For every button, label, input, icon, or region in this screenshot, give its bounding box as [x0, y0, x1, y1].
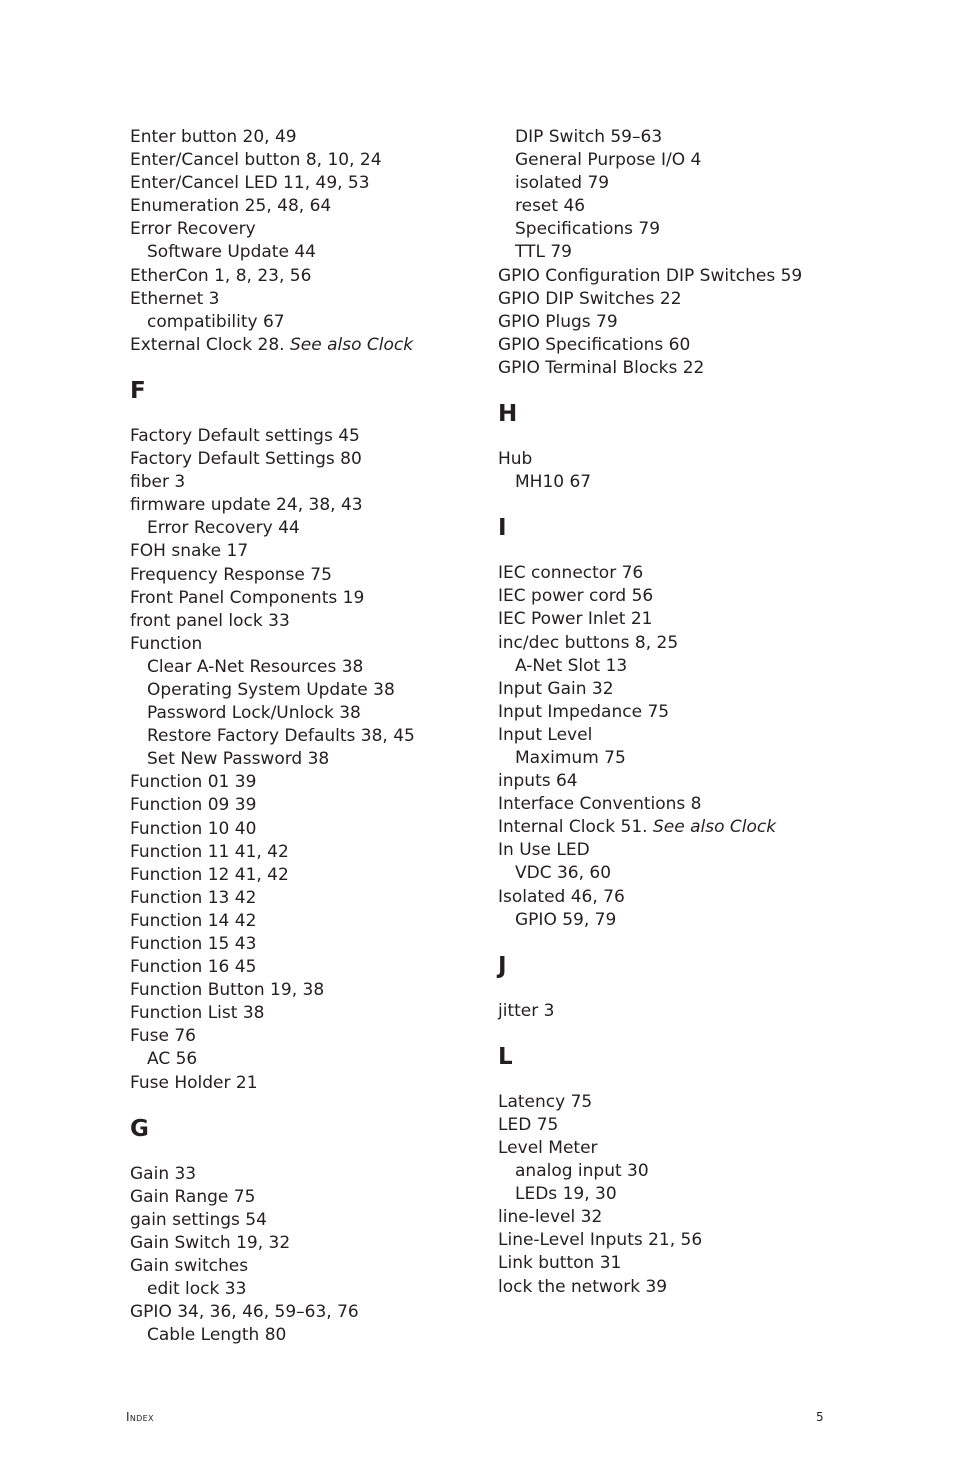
index-entry-text: fiber 3 [130, 472, 186, 493]
index-entry-text: Function 15 43 [130, 934, 257, 954]
index-subentry [498, 126, 918, 149]
index-entry-text: IEC power cord 56 [498, 586, 654, 607]
index-entry [130, 864, 480, 887]
index-subentry [130, 1278, 480, 1301]
index-entry-text: IEC Power Inlet 21 [498, 609, 653, 630]
index-subentry [130, 679, 480, 702]
page-number: 5 [816, 1410, 824, 1424]
index-entry-text: lock the network 39 [498, 1276, 668, 1297]
index-entry-text: Function 09 39 [130, 795, 257, 816]
index-entry-text: Enter button 20, 49 [130, 127, 297, 147]
index-entry [498, 701, 918, 724]
index-entry-text: edit lock 33 [147, 1279, 247, 1300]
index-entry-text: Enter/Cancel LED 11, 49, 53 [130, 173, 370, 194]
index-entry [130, 933, 480, 956]
index-entry-text: GPIO Plugs 79 [498, 311, 618, 332]
index-entry [498, 1000, 918, 1023]
index-entry-text: isolated 79 [515, 173, 610, 194]
index-entry [130, 471, 480, 494]
index-entry-text: Input Impedance 75 [498, 701, 670, 722]
index-entry-text: Input Gain 32 [498, 678, 614, 699]
footer-section-label: Index [126, 1410, 154, 1424]
index-entry [130, 587, 480, 610]
index-entry [130, 1209, 480, 1232]
index-entry [498, 311, 918, 334]
index-entry [498, 608, 918, 631]
index-entry [130, 956, 480, 979]
index-entry-text: Factory Default Settings 80 [130, 449, 362, 470]
index-entry-text: Fuse Holder 21 [130, 1072, 258, 1093]
index-subentry [498, 1160, 918, 1183]
index-entry [498, 1114, 918, 1137]
index-entry [498, 1252, 918, 1275]
index-entry-text: FOH snake 17 [130, 541, 249, 562]
index-entry-text: compatibility 67 [147, 311, 285, 332]
index-entry-text: front panel lock 33 [130, 610, 290, 631]
index-entry [130, 1025, 480, 1048]
index-subentry [130, 656, 480, 679]
index-subentry [130, 241, 480, 264]
index-entry-text: Set New Password 38 [147, 749, 330, 770]
index-entry [498, 678, 918, 701]
index-entry-text: Function 12 41, 42 [130, 864, 289, 885]
index-subentry [498, 747, 918, 770]
index-entry [498, 886, 918, 909]
index-entry-text: Function 14 42 [130, 910, 257, 931]
index-subentry [130, 517, 480, 540]
see-also-reference: See also Clock [652, 817, 777, 838]
index-entry-text: reset 46 [515, 196, 586, 217]
index-entry-text: Function Button 19, 38 [130, 980, 325, 1001]
index-subentry [130, 1324, 480, 1347]
index-entry-text: Frequency Response 75 [130, 564, 332, 585]
index-entry-text: IEC connector 76 [498, 563, 644, 584]
index-entry-text: Gain 33 [130, 1163, 197, 1184]
index-entry [130, 1301, 480, 1324]
index-entry [130, 288, 480, 311]
index-entry-text: line-level 32 [498, 1207, 603, 1228]
index-entry-text: GPIO Specifications 60 [498, 334, 691, 355]
index-entry-text: GPIO 34, 36, 46, 59–63, 76 [130, 1302, 359, 1323]
index-entry [498, 357, 918, 380]
index-entry [130, 425, 480, 448]
index-subentry [130, 725, 480, 748]
index-entry [130, 1255, 480, 1278]
index-entry-text: DIP Switch 59–63 [515, 127, 663, 147]
index-entry-text: LEDs 19, 30 [515, 1184, 617, 1205]
index-letter-heading: G [130, 1115, 149, 1142]
index-subentry [498, 218, 918, 241]
index-letter-heading: F [130, 377, 146, 404]
index-entry-text: Restore Factory Defaults 38, 45 [147, 726, 415, 747]
index-entry-text: Ethernet 3 [130, 288, 220, 309]
index-subentry [130, 1048, 480, 1071]
index-entry [498, 562, 918, 585]
index-entry [498, 585, 918, 608]
index-entry-text: Front Panel Components 19 [130, 587, 365, 608]
index-entry [130, 494, 480, 517]
index-entry-text: inputs 64 [498, 771, 578, 792]
index-subentry [498, 471, 918, 494]
index-subentry [498, 172, 918, 195]
index-entry-text: inc/dec buttons 8, 25 [498, 632, 679, 653]
index-entry-text: Function 16 45 [130, 957, 257, 978]
index-entry-text: Internal Clock 51. [498, 817, 653, 838]
index-entry [130, 1072, 480, 1095]
index-letter-heading: I [498, 515, 507, 542]
index-entry-text: Factory Default settings 45 [130, 425, 360, 446]
index-entry [130, 887, 480, 910]
index-entry [130, 195, 480, 218]
index-entry [130, 841, 480, 864]
index-entry-text: External Clock 28. [130, 334, 290, 355]
index-entry [498, 265, 918, 288]
index-entry-text: A-Net Slot 13 [515, 655, 628, 676]
index-entry-text: Gain Switch 19, 32 [130, 1232, 291, 1253]
index-entry [498, 724, 918, 747]
index-entry [130, 771, 480, 794]
index-entry-text: Function 01 39 [130, 772, 257, 793]
index-entry [130, 334, 480, 357]
index-letter-heading: H [498, 401, 518, 428]
index-entry [130, 265, 480, 288]
index-entry-text: Specifications 79 [515, 219, 661, 240]
index-entry-text: Link button 31 [498, 1253, 622, 1274]
index-entry-text: GPIO 59, 79 [515, 909, 617, 930]
index-entry [130, 126, 480, 149]
index-entry-text: Enter/Cancel button 8, 10, 24 [130, 150, 382, 171]
index-entry-text: MH10 67 [515, 472, 592, 493]
index-entry-text: analog input 30 [515, 1161, 649, 1182]
index-subentry [498, 1183, 918, 1206]
index-entry [498, 448, 918, 471]
index-entry [498, 334, 918, 357]
index-entry [498, 1091, 918, 1114]
index-entry-text: In Use LED [498, 840, 590, 861]
index-entry-text: Error Recovery [130, 219, 256, 240]
index-entry-text: Gain switches [130, 1256, 249, 1277]
index-entry [130, 1163, 480, 1186]
index-entry-text: Input Level [498, 724, 593, 745]
index-entry-text: TTL 79 [515, 242, 572, 263]
index-entry [130, 564, 480, 587]
index-subentry [130, 702, 480, 725]
index-entry [130, 979, 480, 1002]
index-subentry [498, 241, 918, 264]
index-entry-text: firmware update 24, 38, 43 [130, 495, 363, 516]
index-entry-text: Latency 75 [498, 1091, 593, 1112]
index-entry-text: Maximum 75 [515, 747, 626, 768]
index-entry-text: Fuse 76 [130, 1026, 196, 1047]
index-letter-heading: L [498, 1043, 513, 1070]
index-entry [130, 910, 480, 933]
index-entry [130, 149, 480, 172]
index-entry-text: jitter 3 [498, 1000, 555, 1021]
see-also-reference: See also Clock [289, 334, 414, 355]
index-letter-heading: J [498, 952, 507, 979]
index-entry [130, 218, 480, 241]
index-subentry [498, 195, 918, 218]
index-entry [498, 793, 918, 816]
index-entry-text: GPIO Terminal Blocks 22 [498, 357, 705, 378]
index-entry [130, 448, 480, 471]
index-entry-text: EtherCon 1, 8, 23, 56 [130, 265, 312, 286]
index-entry-text: Function List 38 [130, 1003, 265, 1024]
index-entry-text: AC 56 [147, 1049, 198, 1070]
index-entry-text: Operating System Update 38 [147, 679, 395, 700]
index-entry-text: Hub [498, 449, 533, 470]
index-entry [130, 172, 480, 195]
index-entry [498, 632, 918, 655]
index-entry [498, 1229, 918, 1252]
index-entry [498, 770, 918, 793]
index-subentry [130, 748, 480, 771]
index-entry [498, 839, 918, 862]
index-entry-text: Error Recovery 44 [147, 518, 300, 539]
index-entry-text: Function 13 42 [130, 887, 257, 908]
index-entry [130, 1232, 480, 1255]
index-entry-text: Function [130, 633, 203, 654]
index-subentry [498, 909, 918, 932]
index-entry-text: LED 75 [498, 1114, 559, 1135]
index-entry [130, 818, 480, 841]
index-entry-text: Clear A-Net Resources 38 [147, 656, 364, 677]
index-entry-text: Function 11 41, 42 [130, 841, 289, 862]
index-subentry [498, 655, 918, 678]
index-entry [130, 794, 480, 817]
index-entry-text: Enumeration 25, 48, 64 [130, 196, 332, 217]
index-entry-text: gain settings 54 [130, 1209, 267, 1230]
index-entry [130, 540, 480, 563]
index-entry-text: Isolated 46, 76 [498, 886, 625, 907]
index-column-right [498, 126, 918, 1299]
index-entry [498, 1206, 918, 1229]
index-entry-text: GPIO Configuration DIP Switches 59 [498, 265, 803, 286]
index-subentry [498, 862, 918, 885]
index-entry [498, 288, 918, 311]
index-entry-text: Password Lock/Unlock 38 [147, 703, 361, 724]
index-entry-text: Level Meter [498, 1138, 598, 1158]
index-subentry [130, 311, 480, 334]
index-entry-text: Gain Range 75 [130, 1186, 256, 1207]
index-subentry [498, 149, 918, 172]
index-entry [498, 1137, 918, 1160]
index-entry [130, 1002, 480, 1025]
index-entry-text: GPIO DIP Switches 22 [498, 288, 682, 309]
index-entry-text: VDC 36, 60 [515, 863, 612, 884]
index-entry-text: Interface Conventions 8 [498, 794, 702, 815]
index-entry [130, 610, 480, 633]
index-entry-text: Line-Level Inputs 21, 56 [498, 1230, 703, 1251]
index-column-left [130, 126, 480, 1347]
index-entry [498, 1276, 918, 1299]
index-entry-text: Function 10 40 [130, 818, 257, 839]
index-entry [130, 633, 480, 656]
index-entry-text: Software Update 44 [147, 242, 316, 263]
index-entry [130, 1186, 480, 1209]
index-entry-text: General Purpose I/O 4 [515, 150, 702, 171]
index-entry [498, 816, 918, 839]
index-entry-text: Cable Length 80 [147, 1325, 287, 1346]
